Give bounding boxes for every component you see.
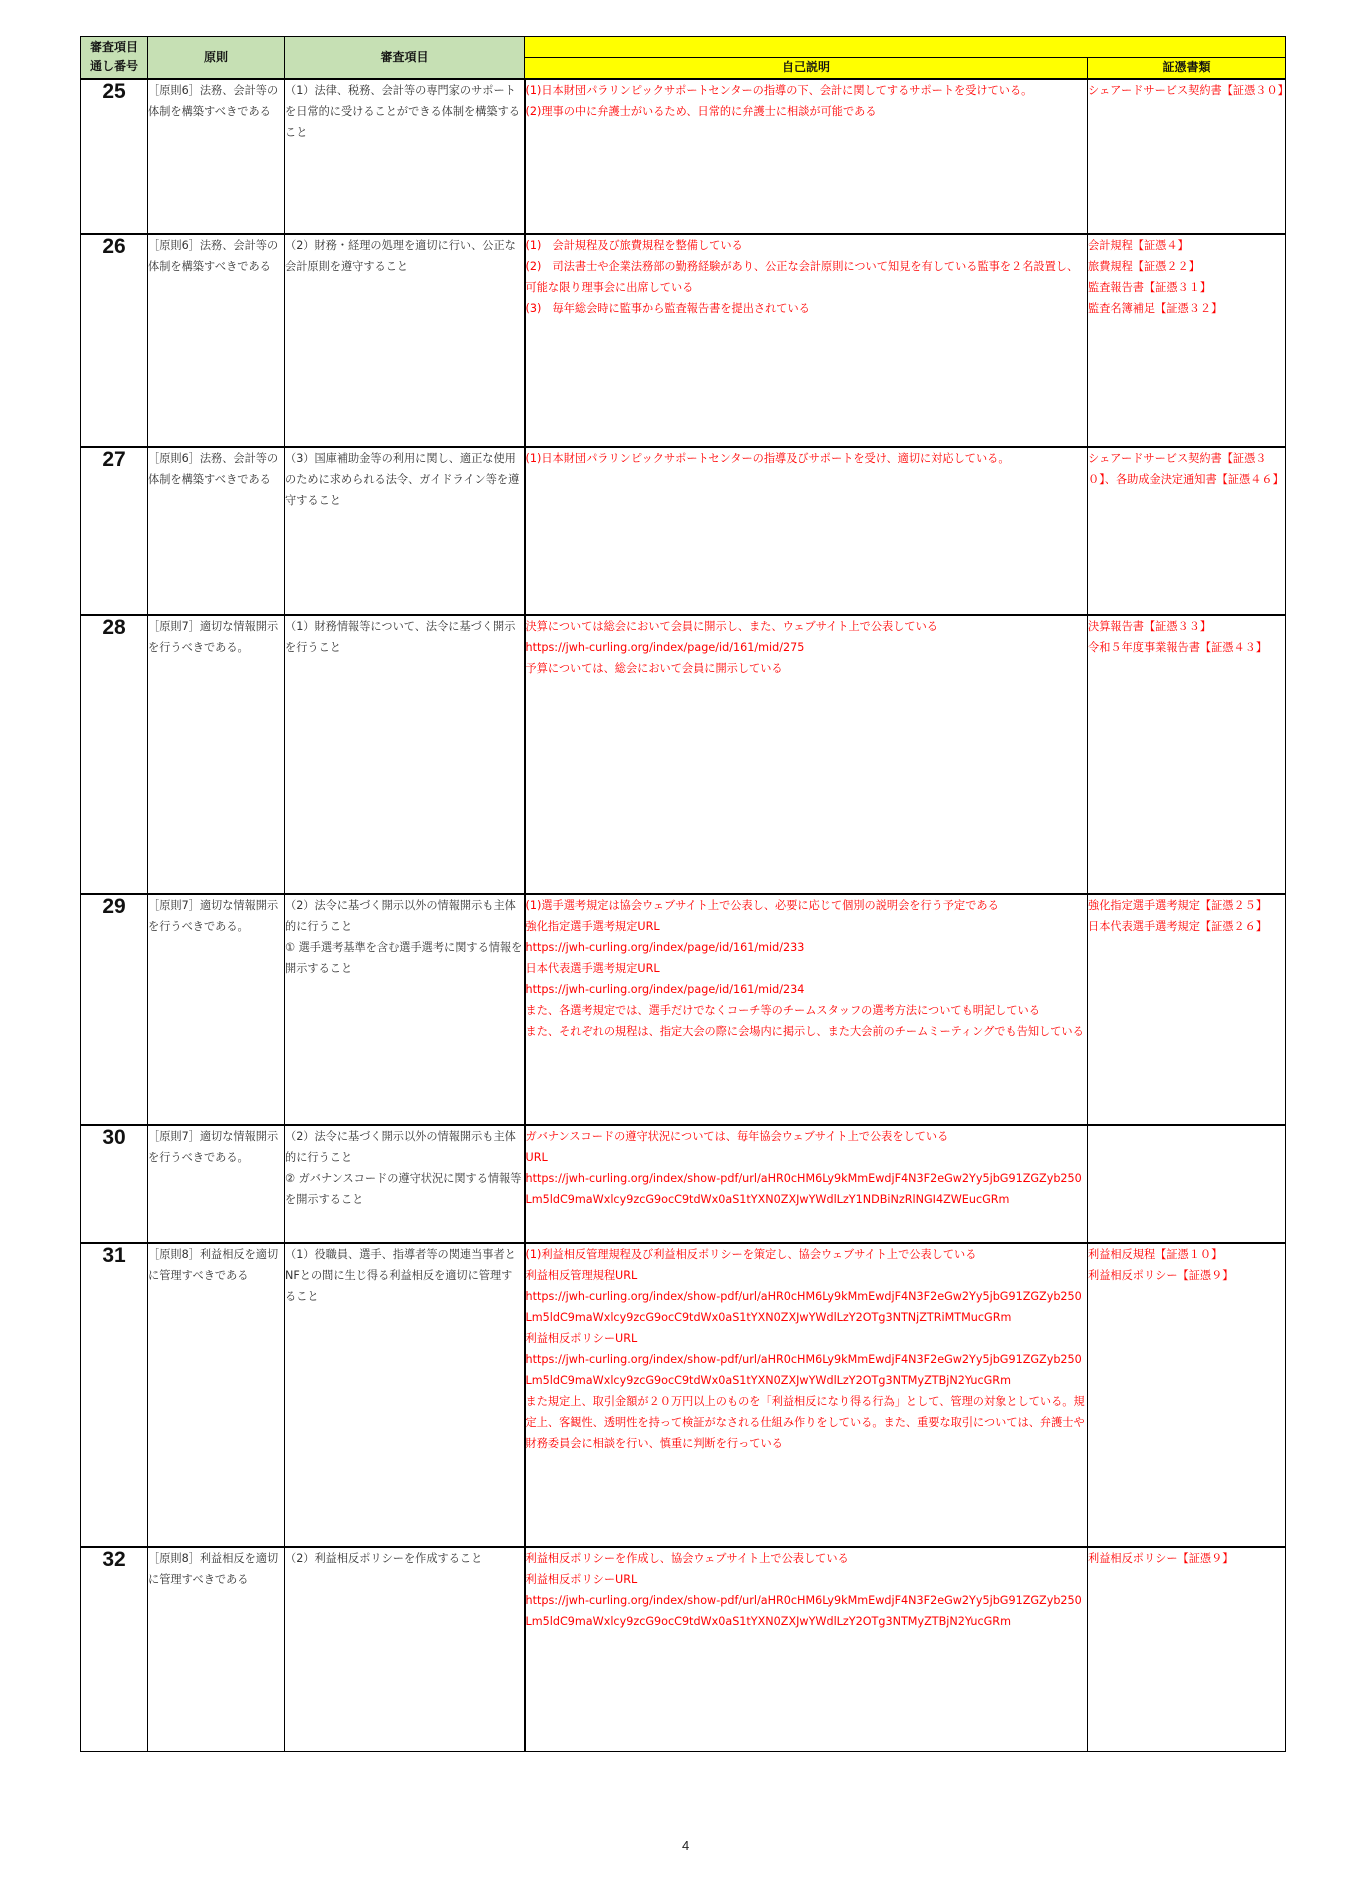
table-row: [81, 79, 1286, 234]
explanation-line: 利益相反ポリシーを作成し、協会ウェブサイト上で公表している: [525, 1551, 849, 1565]
explanation-line: また、それぞれの規程は、指定大会の際に会場内に掲示し、また大会前のチームミーティングでも告知している: [525, 1024, 1084, 1038]
review-item-cell: [285, 1125, 525, 1243]
review-item-cell: [285, 447, 525, 615]
principle-cell: [148, 1547, 285, 1752]
explanation-line: 強化指定選手選考規定URL: [525, 919, 660, 933]
principle-cell: [148, 79, 285, 234]
evidence-cell: [1088, 447, 1286, 615]
review-item-text: ① 選手選考基準を含む選手選考に関する情報を開示すること: [285, 940, 523, 975]
url-link[interactable]: https://jwh-curling.org/index/page/id/161/mid/233: [525, 940, 805, 954]
explanation-line: また、各選考規定では、選手だけでなくコーチ等のチームスタッフの選考方法についても明記している: [525, 1003, 1040, 1017]
page-number: 4: [682, 1838, 690, 1853]
self-explanation-cell: [525, 894, 1088, 1125]
explanation-line: (1)日本財団パラリンピックサポートセンターの指導の下、会計に関してするサポートを受けている。: [525, 83, 1033, 97]
principle-cell: [148, 615, 285, 894]
evidence-cell: [1088, 79, 1289, 234]
review-item-cell: [285, 615, 525, 894]
url-link[interactable]: https://jwh-curling.org/index/show-pdf/url/aHR0cHM6Ly9kMmEwdjF4N3F2eGw2Yy5jbG91ZGZyb250Lm5ldC9maWxlcy9zcG9ocC9tdWx0aS1tYXN0ZXJwYWdlLzY1NDBiNzRlNGI4ZWEucGRm: [525, 1171, 1082, 1206]
header-number-line2: 通し番号: [89, 59, 138, 74]
header-evidence: 証憑書類: [1088, 58, 1286, 79]
evidence-document: 旅費規程【証憑２２】: [1088, 259, 1200, 273]
explanation-line: 利益相反ポリシーURL: [525, 1572, 638, 1586]
row-number: 26: [81, 234, 148, 447]
evidence-cell: [1088, 894, 1286, 1125]
table-row: [81, 447, 1286, 615]
header-principle: 原則: [148, 37, 285, 79]
explanation-line: (1)利益相反管理規程及び利益相反ポリシーを策定し、協会ウェブサイト上で公表している: [525, 1247, 977, 1261]
row-number: 32: [81, 1547, 148, 1752]
header-number-line1: 審査項目: [89, 40, 138, 55]
principle-text: ［原則8］利益相反を適切に管理すべきである: [148, 1551, 279, 1586]
principle-text: ［原則8］利益相反を適切に管理すべきである: [148, 1247, 279, 1282]
explanation-line: 利益相反ポリシーURL: [525, 1331, 638, 1345]
explanation-line: 日本代表選手選考規定URL: [525, 961, 660, 975]
header-item: 審査項目: [285, 37, 525, 79]
evidence-document: 日本代表選手選考規定【証憑２６】: [1088, 919, 1268, 933]
evidence-cell: [1088, 1243, 1286, 1547]
principle-text: ［原則6］法務、会計等の体制を構築すべきである: [148, 83, 279, 118]
principle-cell: [148, 894, 285, 1125]
review-item-text: （2）利益相反ポリシーを作成すること: [285, 1551, 483, 1565]
explanation-line: (1) 会計規程及び旅費規程を整備している: [525, 238, 743, 252]
principle-cell: [148, 234, 285, 447]
review-item-cell: [285, 1243, 525, 1547]
evidence-document: 強化指定選手選考規定【証憑２５】: [1088, 898, 1268, 912]
url-link[interactable]: https://jwh-curling.org/index/show-pdf/url/aHR0cHM6Ly9kMmEwdjF4N3F2eGw2Yy5jbG91ZGZyb250Lm5ldC9maWxlcy9zcG9ocC9tdWx0aS1tYXN0ZXJwYWdlLzY2OTg3NTNjZTRiMTMucGRm: [525, 1289, 1082, 1324]
explanation-line: 予算については、総会において会員に開示している: [525, 661, 783, 675]
evidence-document: シェアードサービス契約書【証憑３０】: [1088, 83, 1289, 97]
row-number: 29: [81, 894, 148, 1125]
evidence-document: 利益相反規程【証憑１０】: [1088, 1247, 1223, 1261]
review-item-text: （3）国庫補助金等の利用に関し、適正な使用のために求められる法令、ガイドライン等を遵守すること: [285, 451, 520, 507]
explanation-line: (2)理事の中に弁護士がいるため、日常的に弁護士に相談が可能である: [525, 104, 877, 118]
review-item-text: （1）財務情報等について、法令に基づく開示を行うこと: [285, 619, 516, 654]
header-number: [81, 37, 148, 79]
explanation-line: URL: [525, 1150, 548, 1164]
review-item-text: （2）法令に基づく開示以外の情報開示も主体的に行うこと: [285, 898, 516, 933]
table-row: [81, 1125, 1286, 1243]
evidence-cell: [1088, 1125, 1286, 1243]
table-row: [81, 1243, 1286, 1547]
review-item-text: ② ガバナンスコードの遵守状況に関する情報等を開示すること: [285, 1171, 522, 1206]
row-number: 28: [81, 615, 148, 894]
review-item-text: （1）役職員、選手、指導者等の関連当事者とNFとの間に生じ得る利益相反を適切に管理すること: [285, 1247, 516, 1303]
table-row: [81, 615, 1286, 894]
self-explanation-cell: [525, 79, 1088, 234]
self-explanation-cell: [525, 615, 1088, 894]
review-item-text: （2）財務・経理の処理を適切に行い、公正な会計原則を遵守すること: [285, 238, 516, 273]
url-link[interactable]: https://jwh-curling.org/index/page/id/161/mid/234: [525, 982, 805, 996]
self-explanation-cell: [525, 1547, 1088, 1752]
evidence-cell: [1088, 234, 1286, 447]
evidence-document: 監査名簿補足【証憑３２】: [1088, 301, 1223, 315]
review-item-cell: [285, 1547, 525, 1752]
evidence-document: 会計規程【証憑４】: [1088, 238, 1189, 252]
self-explanation-cell: [525, 234, 1088, 447]
principle-text: ［原則7］適切な情報開示を行うべきである。: [148, 1129, 279, 1164]
review-item-text: （1）法律、税務、会計等の専門家のサポートを日常的に受けることができる体制を構築すること: [285, 83, 520, 139]
explanation-line: また規定上、取引金額が２０万円以上のものを「利益相反になり得る行為」として、管理の対象としている。規定上、客観性、透明性を持って検証がなされる仕組み作りをしている。また、重要な取引については、弁護士や財務委員会に相談を行い、慎重に判断を行っている: [525, 1394, 1085, 1450]
table-row: [81, 1547, 1286, 1752]
row-number: 25: [81, 79, 148, 234]
explanation-line: (3) 毎年総会時に監事から監査報告書を提出されている: [525, 301, 810, 315]
url-link[interactable]: https://jwh-curling.org/index/show-pdf/url/aHR0cHM6Ly9kMmEwdjF4N3F2eGw2Yy5jbG91ZGZyb250Lm5ldC9maWxlcy9zcG9ocC9tdWx0aS1tYXN0ZXJwYWdlLzY2OTg3NTMyZTBjN2YucGRm: [525, 1352, 1082, 1387]
url-link[interactable]: https://jwh-curling.org/index/show-pdf/url/aHR0cHM6Ly9kMmEwdjF4N3F2eGw2Yy5jbG91ZGZyb250Lm5ldC9maWxlcy9zcG9ocC9tdWx0aS1tYXN0ZXJwYWdlLzY2OTg3NTMyZTBjN2YucGRm: [525, 1593, 1082, 1628]
explanation-line: (2) 司法書士や企業法務部の勤務経験があり、公正な会計原則について知見を有している監事を２名設置し、可能な限り理事会に出席している: [525, 259, 1079, 294]
url-link[interactable]: https://jwh-curling.org/index/page/id/161/mid/275: [525, 640, 805, 654]
header-yellow-band: [525, 37, 1286, 58]
explanation-line: 決算については総会において会員に開示し、また、ウェブサイト上で公表している: [525, 619, 938, 633]
principle-text: ［原則7］適切な情報開示を行うべきである。: [148, 898, 279, 933]
self-explanation-cell: [525, 1125, 1088, 1243]
principle-cell: [148, 1125, 285, 1243]
principle-cell: [148, 447, 285, 615]
evidence-document: シェアードサービス契約書【証憑３０】、各助成金決定通知書【証憑４６】: [1088, 451, 1284, 486]
evidence-cell: [1088, 1547, 1286, 1752]
review-table: [80, 36, 1289, 1752]
review-item-cell: [285, 79, 525, 234]
review-item-text: （2）法令に基づく開示以外の情報開示も主体的に行うこと: [285, 1129, 516, 1164]
review-item-cell: [285, 234, 525, 447]
review-item-cell: [285, 894, 525, 1125]
evidence-document: 決算報告書【証憑３３】: [1088, 619, 1212, 633]
table-row: [81, 894, 1286, 1125]
principle-text: ［原則6］法務、会計等の体制を構築すべきである: [148, 238, 279, 273]
evidence-document: 利益相反ポリシー【証憑９】: [1088, 1551, 1234, 1565]
explanation-line: (1)日本財団パラリンピックサポートセンターの指導及びサポートを受け、適切に対応している。: [525, 451, 1010, 465]
table-row: [81, 234, 1286, 447]
evidence-document: 令和５年度事業報告書【証憑４３】: [1088, 640, 1268, 654]
self-explanation-cell: [525, 1243, 1088, 1547]
row-number: 31: [81, 1243, 148, 1547]
header-self-explanation: 自己説明: [525, 58, 1088, 79]
row-number: 27: [81, 447, 148, 615]
explanation-line: (1)選手選考規定は協会ウェブサイト上で公表し、必要に応じて個別の説明会を行う予定である: [525, 898, 999, 912]
explanation-line: ガバナンスコードの遵守状況については、毎年協会ウェブサイト上で公表をしている: [525, 1129, 949, 1143]
self-explanation-cell: [525, 447, 1088, 615]
evidence-document: 利益相反ポリシー【証憑９】: [1088, 1268, 1234, 1282]
evidence-document: 監査報告書【証憑３１】: [1088, 280, 1212, 294]
principle-cell: [148, 1243, 285, 1547]
principle-text: ［原則7］適切な情報開示を行うべきである。: [148, 619, 279, 654]
row-number: 30: [81, 1125, 148, 1243]
evidence-cell: [1088, 615, 1286, 894]
principle-text: ［原則6］法務、会計等の体制を構築すべきである: [148, 451, 279, 486]
explanation-line: 利益相反管理規程URL: [525, 1268, 638, 1282]
